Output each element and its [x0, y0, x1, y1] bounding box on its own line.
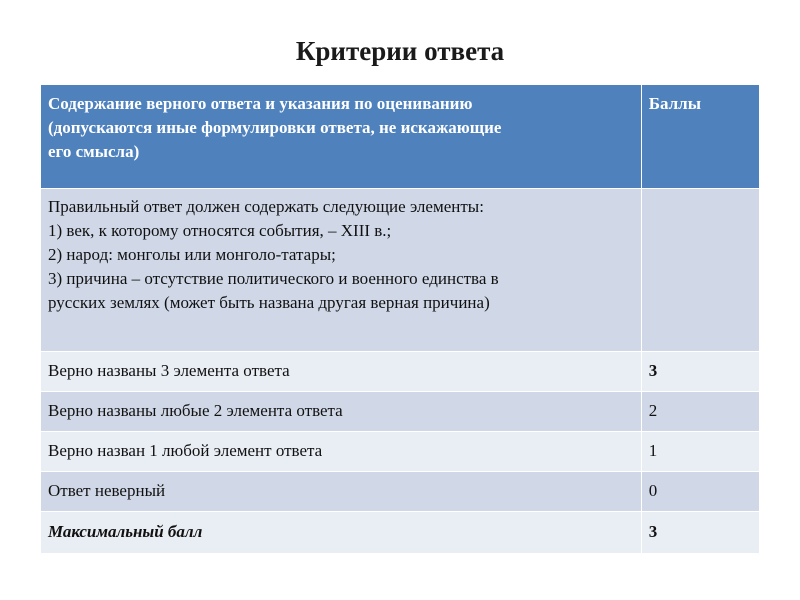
description-line: 3) причина – отсутствие политического и военного единства в: [48, 269, 499, 288]
score-cell: 2: [641, 392, 759, 432]
header-content-cell: [41, 85, 642, 189]
criterion-cell: Верно названы любые 2 элемента ответа: [41, 392, 642, 432]
table-header-row: [41, 85, 760, 189]
criterion-cell: Верно назван 1 любой элемент ответа: [41, 432, 642, 472]
table-row-description: [41, 189, 760, 352]
criterion-cell: Ответ неверный: [41, 472, 642, 512]
table-row: [41, 432, 760, 472]
criteria-table: [40, 84, 760, 554]
description-cell: [41, 189, 642, 352]
header-content-line: (допускаются иные формулировки ответа, не искажающие: [48, 118, 502, 137]
table-row: [41, 352, 760, 392]
table-row: [41, 392, 760, 432]
header-score-cell: Баллы: [641, 85, 759, 189]
score-cell: 3: [641, 352, 759, 392]
description-line: Правильный ответ должен содержать следующие элементы:: [48, 197, 484, 216]
table-row: [41, 472, 760, 512]
criterion-cell: Верно названы 3 элемента ответа: [41, 352, 642, 392]
description-line: 1) век, к которому относятся события, – XIII в.;: [48, 221, 392, 240]
table-row-max-score: [41, 512, 760, 554]
description-line: русских землях (может быть названа другая верная причина): [48, 293, 490, 312]
score-cell: 1: [641, 432, 759, 472]
max-score-label: Максимальный балл: [41, 512, 642, 554]
score-cell: 0: [641, 472, 759, 512]
max-score-value: 3: [641, 512, 759, 554]
header-content-line: Содержание верного ответа и указания по оцениванию: [48, 94, 473, 113]
header-content-line: его смысла): [48, 142, 140, 161]
description-line: 2) народ: монголы или монголо-татары;: [48, 245, 336, 264]
page-title: Критерии ответа: [295, 36, 505, 66]
description-score-cell: [641, 189, 759, 352]
